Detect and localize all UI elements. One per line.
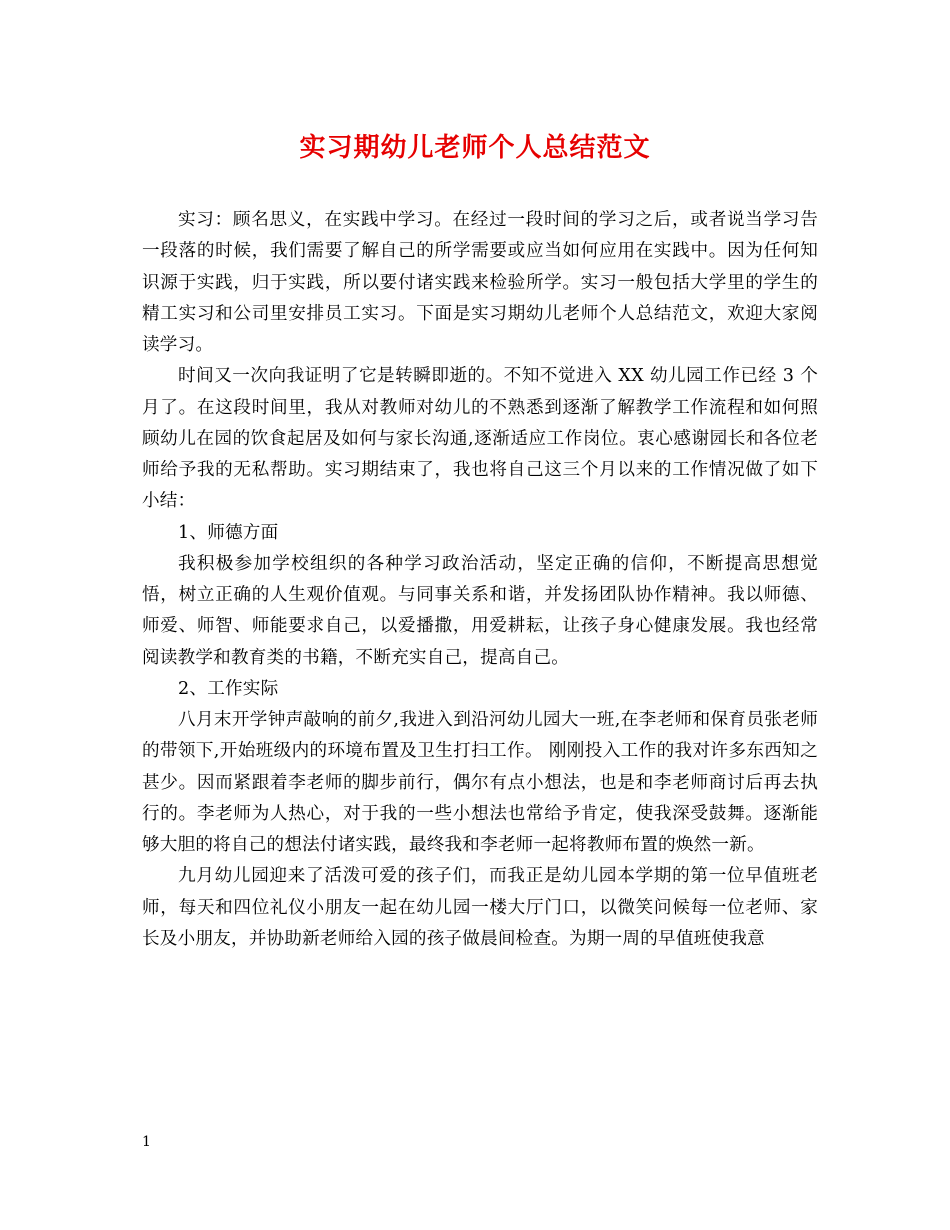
document-title: 实习期幼儿老师个人总结范文 — [299, 133, 651, 163]
paragraph-overview: 时间又一次向我证明了它是转瞬即逝的。不知不觉进入 XX 幼儿园工作已经 3 个月了。在这段时间里，我从对教师对幼儿的不熟悉到逐渐了解教学工作流程和如何照顾幼儿在园的饮食起居及如何与家长沟通,逐渐适应工作岗位。衷心感谢园长和各位老师给予我的无私帮助。实习期结束了，我也将自己这三个月以来的工作情况做了如下小结： — [142, 366, 818, 512]
section-heading-ethics: 1、师德方面 — [178, 522, 279, 543]
paragraph-ethics: 我积极参加学校组织的各种学习政治活动，坚定正确的信仰，不断提高思想觉悟，树立正确的人生观价值观。与同事关系和谐，并发扬团队协作精神。我以师德、师爱、师智、师能要求自己，以爱播撒，用爱耕耘，让孩子身心健康发展。我也经常阅读教学和教育类的书籍，不断充实自己，提高自己。 — [142, 553, 818, 668]
paragraph-intro: 实习：顾名思义，在实践中学习。在经过一段时间的学习之后，或者说当学习告一段落的时候，我们需要了解自己的所学需要或应当如何应用在实践中。因为任何知识源于实践，归于实践，所以要付诸实践来检验所学。实习一般包括大学里的学生的精工实习和公司里安排员工实习。下面是实习期幼儿老师个人总结范文，欢迎大家阅读学习。 — [142, 210, 818, 355]
paragraph-work-september: 九月幼儿园迎来了活泼可爱的孩子们，而我正是幼儿园本学期的第一位早值班老师，每天和四位礼仪小朋友一起在幼儿园一楼大厅门口，以微笑问候每一位老师、家长及小朋友，并协助新老师给入园的孩子做晨间检查。为期一周的早值班使我意 — [142, 866, 818, 949]
section-heading-work: 2、工作实际 — [178, 678, 279, 699]
paragraph-work-august: 八月末开学钟声敲响的前夕,我进入到沿河幼儿园大一班,在李老师和保育员张老师的带领下,开始班级内的环境布置及卫生打扫工作。 刚刚投入工作的我对许多东西知之甚少。因而紧跟着李老师的脚步前行，偶尔有点小想法，也是和李老师商讨后再去执行的。李老师为人热心，对于我的一些小想法也常给予肯定，使我深受鼓舞。逐渐能够大胆的将自己的想法付诸实践，最终我和李老师一起将教师布置的焕然一新。 — [142, 710, 818, 855]
page-number: 1 — [142, 1134, 151, 1150]
document-body — [142, 205, 818, 955]
